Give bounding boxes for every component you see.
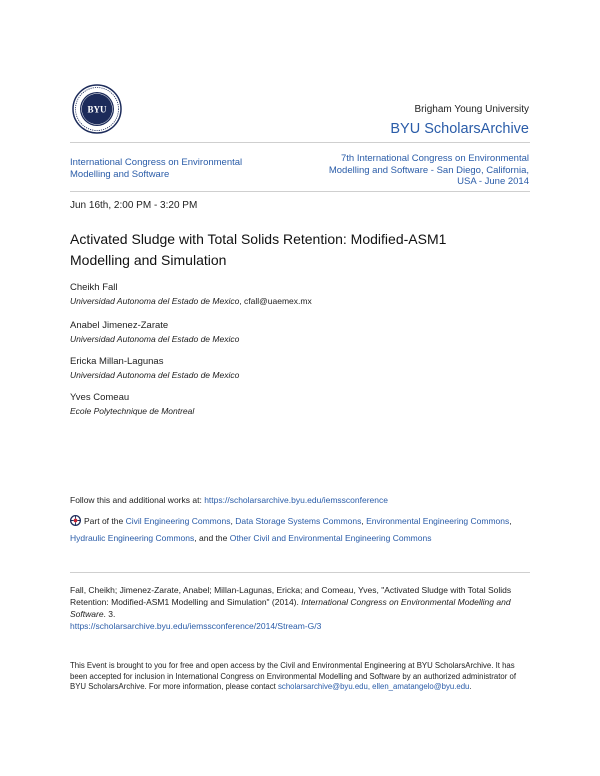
divider xyxy=(70,572,530,573)
separator: , xyxy=(361,516,367,526)
paper-title xyxy=(70,229,530,271)
author-affiliation: Universidad Autonoma del Estado de Mexico xyxy=(70,370,240,380)
author-name: Yves Comeau xyxy=(70,392,130,403)
author-affiliation xyxy=(70,295,312,307)
byu-seal-logo xyxy=(72,84,122,134)
author-email[interactable]: , cfall@uaemex.mx xyxy=(239,296,312,306)
conference-series-line: Modelling and Software xyxy=(70,168,170,180)
network-commons-icon xyxy=(70,515,81,526)
author-name: Ericka Millan-Lagunas xyxy=(70,356,164,367)
follow-line xyxy=(70,495,388,505)
notice-text: This Event is brought to you for free and open access by the Civil and Environmental Engineering at BYU ScholarsArchive. It has been accepted for inclusion in International Congress on Environmental Modelling and Software by an authorized administrator of BYU ScholarsArchive. For more information, please contact xyxy=(70,661,516,691)
archive-link[interactable]: BYU ScholarsArchive xyxy=(390,121,529,137)
commons-link-data-storage[interactable]: Data Storage Systems Commons xyxy=(235,516,362,526)
divider xyxy=(70,142,530,143)
institution-name: Brigham Young University xyxy=(414,104,529,115)
author-affiliation: Universidad Autonoma del Estado de Mexico xyxy=(70,334,240,344)
author-name: Cheikh Fall xyxy=(70,282,118,293)
conference-event-link[interactable] xyxy=(299,153,529,188)
conference-event-line: 7th International Congress on Environmental xyxy=(340,153,529,164)
separator: , and the xyxy=(194,532,230,543)
seal-text: BYU xyxy=(87,104,107,115)
citation-url-link[interactable]: https://scholarsarchive.byu.edu/iemssconference/2014/Stream-G/3 xyxy=(70,621,322,631)
commons-link-environmental-engineering[interactable]: Environmental Engineering Commons xyxy=(366,516,510,526)
divider xyxy=(70,191,530,192)
title-line: Activated Sludge with Total Solids Retention: Modified-ASM1 xyxy=(70,231,447,247)
commons-link-other-civil-environmental[interactable]: Other Civil and Environmental Engineering Commons xyxy=(229,532,432,543)
citation xyxy=(70,584,530,632)
separator: , xyxy=(230,516,236,526)
citation-journal: International Congress on Environmental Modelling and Software xyxy=(70,597,511,619)
follow-link[interactable]: https://scholarsarchive.byu.edu/iemssconference xyxy=(204,495,388,505)
part-of-prefix: Part of the xyxy=(84,516,126,526)
part-of-commons xyxy=(70,513,530,546)
conference-event-line: USA - June 2014 xyxy=(457,176,529,187)
author-name: Anabel Jimenez-Zarate xyxy=(70,320,169,331)
conference-event-line: Modelling and Software - San Diego, California, xyxy=(328,164,529,176)
event-date: Jun 16th, 2:00 PM - 3:20 PM xyxy=(70,200,198,211)
citation-suffix: . 3. xyxy=(103,609,116,619)
contact-email-links[interactable]: scholarsarchive@byu.edu, ellen_amatangelo@byu.edu xyxy=(278,682,470,691)
notice-end: . xyxy=(469,682,472,691)
conference-series-link[interactable] xyxy=(70,157,290,180)
separator: , xyxy=(509,516,512,526)
commons-link-hydraulic-engineering[interactable]: Hydraulic Engineering Commons xyxy=(70,532,195,543)
affiliation-text: Universidad Autonoma del Estado de Mexico xyxy=(70,296,240,306)
citation-text: Fall, Cheikh; Jimenez-Zarate, Anabel; Millan-Lagunas, Ericka; and Comeau, Yves, "Activated Sludge with Total Solids Retention: Modified-ASM1 Modelling and Simulation" (2014). xyxy=(70,585,512,607)
title-line: Modelling and Simulation xyxy=(70,252,227,268)
access-notice xyxy=(70,661,530,693)
author-affiliation: Ecole Polytechnique de Montreal xyxy=(70,406,195,416)
follow-prefix: Follow this and additional works at: xyxy=(70,495,205,505)
commons-link-civil-engineering[interactable]: Civil Engineering Commons xyxy=(125,516,231,526)
conference-series-line: International Congress on Environmental xyxy=(70,157,243,168)
